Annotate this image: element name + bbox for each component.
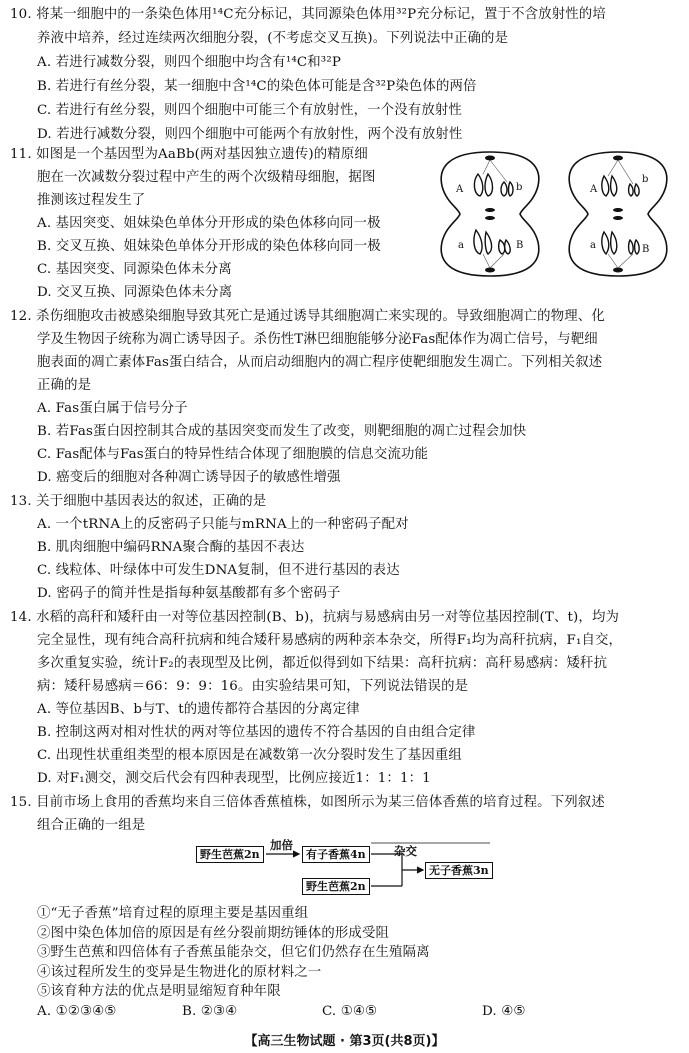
q11-label-b-upper-2: B	[642, 244, 650, 255]
q15-breeding-flowchart	[190, 838, 510, 904]
q14-stem-line3: 多次重复实验，统计F₂的表现型及比例，都近似得到如下结果：高秆抗病：高秆易感病：矮秆抗	[37, 656, 608, 671]
q15-arrow-label-cross: 杂交	[394, 844, 417, 858]
q15-statement-4: ④该过程所发生的变异是生物进化的原材料之一	[37, 964, 322, 980]
q11-stem-line1: 11. 如图是一个基因型为AaBb(两对基因独立遗传)的精原细	[10, 147, 368, 162]
q12-option-d: D. 癌变后的细胞对各种凋亡诱导因子的敏感性增强	[37, 470, 341, 485]
q15-box-seedless-banana-3n: 无子香蕉3n	[425, 862, 493, 879]
q15-box-wild-banana-2n: 野生芭蕉2n	[196, 846, 264, 863]
q11-label-a-lower-2: a	[590, 240, 596, 251]
q10-option-b: B. 若进行有丝分裂，某一细胞中含¹⁴C的染色体可能是含³²P染色体的两倍	[37, 79, 477, 94]
q10-option-c: C. 若进行有丝分裂，则四个细胞中可能三个有放射性，一个没有放射性	[37, 103, 462, 118]
q15-box-wild-banana-2n-second: 野生芭蕉2n	[302, 878, 370, 895]
q15-choice-a: A. ①②③④⑤	[37, 1003, 117, 1019]
q13-stem: 13. 关于细胞中基因表达的叙述，正确的是	[10, 494, 267, 509]
q15-stem-line2: 组合正确的一组是	[37, 818, 146, 833]
q15-statement-3: ③野生芭蕉和四倍体有子香蕉虽能杂交，但它们仍然存在生殖隔离	[37, 945, 430, 960]
q12-option-a: A. Fas蛋白属于信号分子	[37, 401, 188, 416]
q11-label-b-upper-1: B	[516, 240, 524, 251]
q13-option-d: D. 密码子的简并性是指每种氨基酸都有多个密码子	[37, 586, 341, 601]
q10-stem-line1: 10. 将某一细胞中的一条染色体用¹⁴C充分标记，其同源染色体用³²P充分标记，置于不含放射性的培	[10, 7, 606, 22]
q13-option-a: A. 一个tRNA上的反密码子只能与mRNA上的一种密码子配对	[37, 517, 409, 532]
q14-option-d: D. 对F₁测交，测交后代会有四种表现型，比例应接近1：1：1：1	[37, 771, 431, 786]
q14-option-b: B. 控制这两对相对性状的两对等位基因的遗传不符合基因的自由组合定律	[37, 725, 476, 740]
cell-1-outline	[441, 152, 539, 276]
q14-stem-line4: 病：矮秆易感病＝66：9：9：16。由实验结果可知，下列说法错误的是	[37, 679, 469, 694]
q15-choice-c: C. ①④⑤	[322, 1003, 378, 1019]
q15-statement-2: ②图中染色体加倍的原因是有丝分裂前期纺锤体的形成受阻	[37, 925, 390, 941]
q13-option-c: C. 线粒体、叶绿体中可发生DNA复制，但不进行基因的表达	[37, 563, 400, 578]
q10-option-a: A. 若进行减数分裂，则四个细胞中均含有¹⁴C和³²P	[37, 55, 341, 70]
q15-statement-1: ①“无子香蕉”培育过程的原理主要是基因重组	[37, 906, 309, 921]
q12-option-b: B. 若Fas蛋白因控制其合成的基因突变而发生了改变，则靶细胞的凋亡过程会加快	[37, 424, 527, 439]
q12-stem-line2: 学及生物因子统称为凋亡诱导因子。杀伤性T淋巴细胞能够分泌Fas配体作为凋亡信号，与靶细	[37, 332, 598, 347]
q12-option-c: C. Fas配体与Fas蛋白的特异性结合体现了细胞膜的信息交流功能	[37, 447, 429, 462]
q11-cell-figure	[428, 148, 680, 280]
q11-label-b-lower-2: b	[642, 174, 649, 185]
q11-option-b: B. 交叉互换、姐妹染色单体分开形成的染色体移向同一极	[37, 239, 381, 254]
q11-stem-line2: 胞在一次减数分裂过程中产生的两个次级精母细胞，据图	[37, 170, 376, 185]
q11-stem-line3: 推测该过程发生了	[37, 193, 146, 208]
q14-stem-line1: 14. 水稻的高秆和矮秆由一对等位基因控制(B、b)，抗病与易感病由另一对等位基因控制(T、t)，均为	[10, 610, 620, 625]
q11-label-a-upper-1: A	[456, 184, 464, 195]
q12-stem-line3: 胞表面的凋亡素体Fas蛋白结合，从而启动细胞内的凋亡程序使靶细胞发生凋亡。下列相关叙述	[37, 355, 603, 370]
q10-option-d: D. 若进行减数分裂，则四个细胞中可能两个有放射性，两个没有放射性	[37, 127, 463, 142]
q15-stem-line1: 15. 目前市场上食用的香蕉均来自三倍体香蕉植株，如图所示为某三倍体香蕉的培育过程。下列叙述	[10, 795, 605, 810]
q15-box-seeded-banana-4n: 有子香蕉4n	[302, 846, 370, 863]
q14-stem-line2: 完全显性，现有纯合高秆抗病和纯合矮秆易感病的两种亲本杂交，所得F₁均为高秆抗病，F₁自交，	[37, 633, 623, 648]
cell-2-outline	[569, 152, 667, 276]
q12-stem-line4: 正确的是	[37, 378, 92, 393]
q13-option-b: B. 肌肉细胞中编码RNA聚合酶的基因不表达	[37, 540, 305, 555]
q10-stem-line2: 养液中培养，经过连续两次细胞分裂，(不考虑交叉互换)。下列说法中正确的是	[37, 31, 509, 46]
q12-stem-line1: 12. 杀伤细胞攻击被感染细胞导致其死亡是通过诱导其细胞凋亡来实现的。导致细胞凋亡的物理、化	[10, 309, 605, 324]
q11-option-c: C. 基因突变、同源染色体未分离	[37, 262, 232, 277]
q15-choice-b: B. ②③④	[182, 1003, 238, 1019]
q14-option-c: C. 出现性状重组类型的根本原因是在减数第一次分裂时发生了基因重组	[37, 748, 462, 763]
q11-label-a-lower-1: a	[458, 240, 464, 251]
q15-statement-5: ⑤该育种方法的优点是明显缩短育种年限	[37, 984, 281, 999]
q11-option-a: A. 基因突变、姐妹染色单体分开形成的染色体移向同一极	[37, 216, 381, 231]
q11-option-d: D. 交叉互换、同源染色体未分离	[37, 285, 233, 300]
q14-option-a: A. 等位基因B、b与T、t的遗传都符合基因的分离定律	[37, 702, 360, 717]
q11-label-b-lower-1: b	[516, 182, 523, 193]
page-footer: 【高三生物试题 · 第3页(共8页)】	[244, 1034, 445, 1049]
q15-arrow-label-double: 加倍	[270, 838, 293, 852]
q15-choice-d: D. ④⑤	[482, 1003, 526, 1019]
q11-label-a-upper-2: A	[590, 184, 598, 195]
